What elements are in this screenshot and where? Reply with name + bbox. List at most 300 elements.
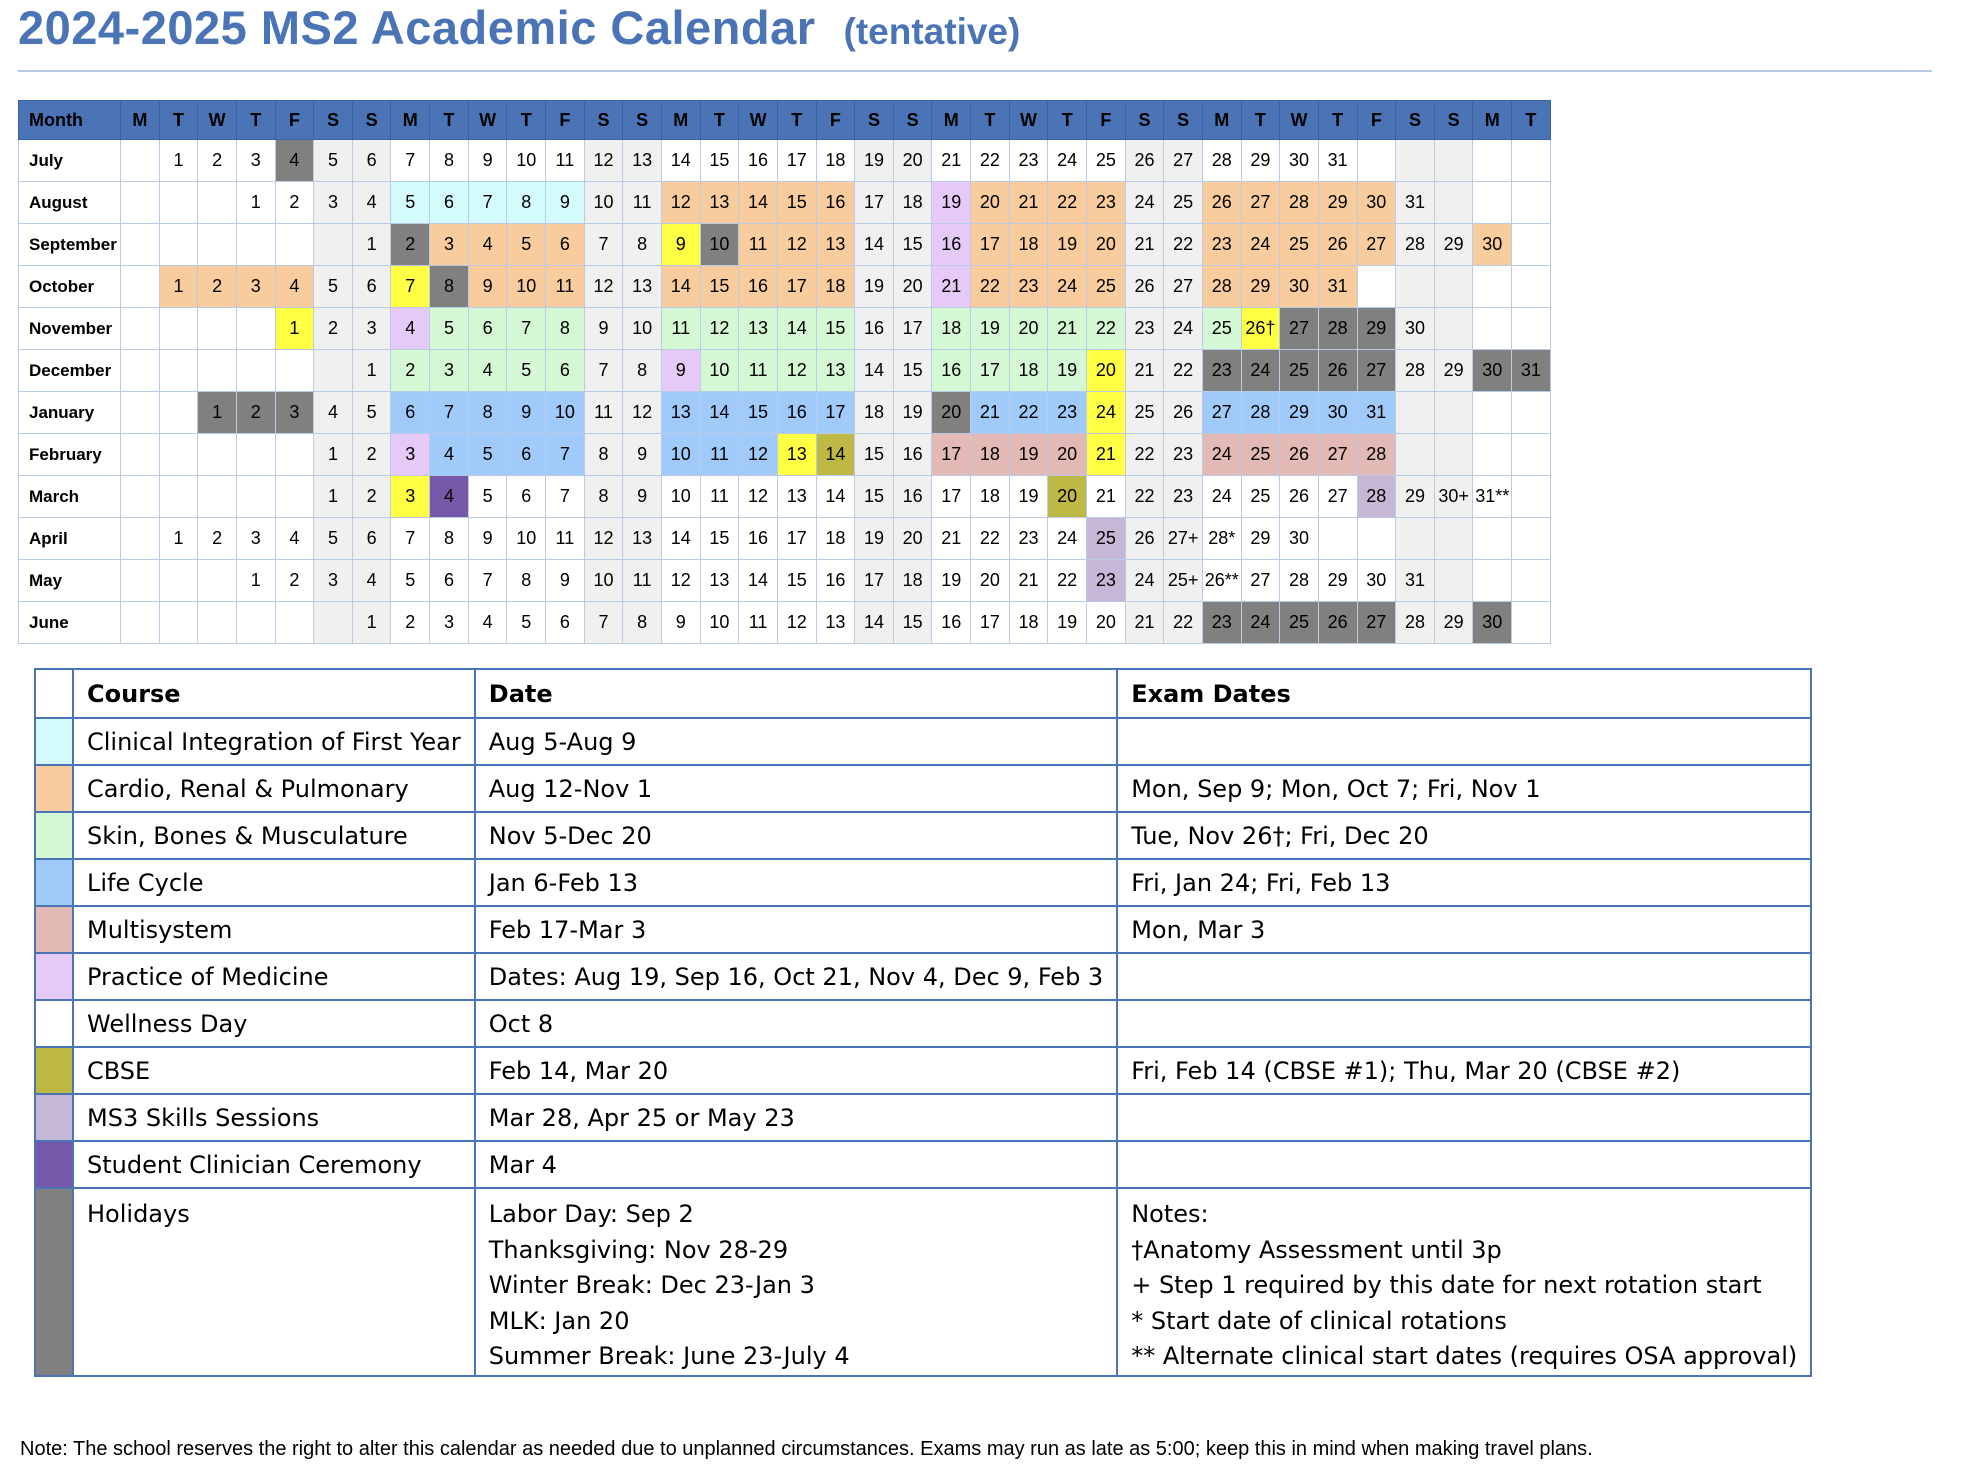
empty-cell <box>121 602 160 644</box>
day-cell: 25 <box>1087 518 1126 560</box>
day-cell: 8 <box>623 350 662 392</box>
month-name: April <box>19 518 121 560</box>
day-cell: 10 <box>700 602 739 644</box>
holiday-date-line: Winter Break: Dec 23-Jan 3 <box>488 1271 815 1299</box>
legend-date: Feb 14, Mar 20 <box>475 1047 1117 1094</box>
month-row-april <box>19 518 1551 560</box>
empty-cell <box>1396 140 1435 182</box>
day-cell: 27 <box>1357 350 1396 392</box>
note-line: †Anatomy Assessment until 3p <box>1131 1235 1502 1264</box>
day-cell: 27 <box>1164 266 1203 308</box>
day-cell: 12 <box>584 140 623 182</box>
day-cell: 25 <box>1280 224 1319 266</box>
day-of-week-header: M <box>661 101 700 140</box>
day-cell: 25 <box>1241 434 1280 476</box>
day-cell: 3 <box>391 434 430 476</box>
day-cell: 21 <box>1125 224 1164 266</box>
legend-row-holidays <box>35 1188 1811 1376</box>
day-cell: 30 <box>1280 266 1319 308</box>
day-of-week-header: T <box>236 101 275 140</box>
day-cell: 27 <box>1357 602 1396 644</box>
day-cell: 31 <box>1512 350 1551 392</box>
legend-date: Mar 28, Apr 25 or May 23 <box>475 1094 1117 1141</box>
day-cell: 15 <box>893 350 932 392</box>
day-cell: 11 <box>700 476 739 518</box>
day-cell: 3 <box>430 602 469 644</box>
day-cell: 14 <box>739 560 778 602</box>
day-cell: 8 <box>546 308 585 350</box>
day-cell: 29 <box>1434 224 1473 266</box>
empty-cell <box>159 350 198 392</box>
day-cell: 25 <box>1241 476 1280 518</box>
day-cell: 7 <box>584 224 623 266</box>
day-cell: 27 <box>1318 476 1357 518</box>
day-cell: 4 <box>391 308 430 350</box>
day-cell: 28 <box>1202 266 1241 308</box>
empty-cell <box>236 308 275 350</box>
day-cell: 29 <box>1318 182 1357 224</box>
day-cell: 28 <box>1280 560 1319 602</box>
calendar-grid <box>18 100 1551 644</box>
day-cell: 19 <box>893 392 932 434</box>
day-cell: 4 <box>468 602 507 644</box>
day-cell: 19 <box>855 140 894 182</box>
day-cell: 26 <box>1280 476 1319 518</box>
legend-date: Aug 5-Aug 9 <box>475 718 1117 765</box>
day-cell: 23 <box>1087 560 1126 602</box>
day-cell: 25 <box>1280 350 1319 392</box>
empty-cell <box>198 476 237 518</box>
legend-color-swatch <box>35 812 73 859</box>
day-cell: 31 <box>1318 266 1357 308</box>
holiday-date-line: MLK: Jan 20 <box>488 1306 630 1335</box>
day-cell: 7 <box>507 308 546 350</box>
empty-cell <box>121 266 160 308</box>
day-cell: 22 <box>1125 476 1164 518</box>
day-cell: 4 <box>468 224 507 266</box>
day-cell: 26 <box>1280 434 1319 476</box>
empty-cell <box>1434 434 1473 476</box>
empty-cell <box>275 602 314 644</box>
day-cell: 14 <box>816 434 855 476</box>
empty-cell <box>198 602 237 644</box>
empty-cell <box>1473 182 1512 224</box>
day-cell: 13 <box>777 434 816 476</box>
day-cell: 18 <box>816 140 855 182</box>
day-cell: 7 <box>430 392 469 434</box>
day-cell: 2 <box>391 602 430 644</box>
day-cell: 16 <box>777 392 816 434</box>
day-cell: 9 <box>661 224 700 266</box>
day-cell: 20 <box>1048 434 1087 476</box>
day-cell: 29 <box>1396 476 1435 518</box>
day-cell: 5 <box>391 182 430 224</box>
empty-cell <box>236 434 275 476</box>
day-cell: 21 <box>932 140 971 182</box>
day-cell: 21 <box>1125 350 1164 392</box>
day-cell: 16 <box>739 266 778 308</box>
day-cell: 31 <box>1318 140 1357 182</box>
empty-cell <box>275 476 314 518</box>
empty-cell <box>198 560 237 602</box>
day-cell: 6 <box>352 140 391 182</box>
empty-cell <box>1512 224 1551 266</box>
day-cell: 8 <box>507 182 546 224</box>
day-cell: 28* <box>1202 518 1241 560</box>
legend-body <box>35 718 1811 1376</box>
day-cell: 22 <box>1164 350 1203 392</box>
day-cell: 29 <box>1357 308 1396 350</box>
day-of-week-header: F <box>275 101 314 140</box>
day-cell: 13 <box>739 308 778 350</box>
day-cell: 17 <box>777 518 816 560</box>
legend-date: Feb 17-Mar 3 <box>475 906 1117 953</box>
day-cell: 14 <box>661 140 700 182</box>
day-cell: 4 <box>275 140 314 182</box>
day-cell: 25 <box>1087 140 1126 182</box>
day-cell: 19 <box>855 266 894 308</box>
day-cell: 8 <box>623 224 662 266</box>
day-cell: 15 <box>700 266 739 308</box>
empty-cell <box>198 434 237 476</box>
legend-date: Dates: Aug 19, Sep 16, Oct 21, Nov 4, Dec 9, Feb 3 <box>475 953 1117 1000</box>
day-cell: 8 <box>584 476 623 518</box>
calendar-header-row <box>19 101 1551 140</box>
day-cell: 18 <box>971 476 1010 518</box>
day-cell: 24 <box>1087 392 1126 434</box>
day-cell: 15 <box>700 140 739 182</box>
day-cell: 26 <box>1125 518 1164 560</box>
day-cell: 11 <box>584 392 623 434</box>
day-of-week-header: T <box>507 101 546 140</box>
day-cell: 27 <box>1202 392 1241 434</box>
legend-color-swatch <box>35 1141 73 1188</box>
day-cell: 14 <box>739 182 778 224</box>
empty-cell <box>121 560 160 602</box>
day-cell: 26 <box>1164 392 1203 434</box>
day-cell: 16 <box>739 140 778 182</box>
day-cell: 12 <box>739 476 778 518</box>
day-cell: 27 <box>1241 560 1280 602</box>
empty-cell <box>1512 266 1551 308</box>
legend-exams: Mon, Sep 9; Mon, Oct 7; Fri, Nov 1 <box>1117 765 1811 812</box>
legend-date: Mar 4 <box>475 1141 1117 1188</box>
day-cell: 21 <box>1087 434 1126 476</box>
day-cell: 6 <box>546 224 585 266</box>
empty-cell <box>236 602 275 644</box>
day-cell: 2 <box>198 266 237 308</box>
day-cell: 18 <box>1009 224 1048 266</box>
day-cell: 20 <box>932 392 971 434</box>
day-cell: 29 <box>1241 518 1280 560</box>
legend-row <box>35 953 1811 1000</box>
day-cell: 22 <box>1164 224 1203 266</box>
day-of-week-header: W <box>198 101 237 140</box>
day-cell: 19 <box>971 308 1010 350</box>
day-cell: 7 <box>391 518 430 560</box>
day-cell: 12 <box>777 602 816 644</box>
day-cell: 30 <box>1473 224 1512 266</box>
day-cell: 12 <box>661 560 700 602</box>
legend-course: Clinical Integration of First Year <box>73 718 475 765</box>
month-name: November <box>19 308 121 350</box>
day-cell: 11 <box>546 140 585 182</box>
day-cell: 25 <box>1202 308 1241 350</box>
day-cell: 14 <box>855 224 894 266</box>
empty-cell <box>314 350 353 392</box>
day-cell: 20 <box>1009 308 1048 350</box>
legend-exams <box>1117 953 1811 1000</box>
empty-cell <box>159 224 198 266</box>
day-of-week-header: S <box>584 101 623 140</box>
legend-row <box>35 1000 1811 1047</box>
day-cell: 15 <box>777 560 816 602</box>
day-cell: 23 <box>1009 266 1048 308</box>
day-cell: 25 <box>1164 182 1203 224</box>
day-cell: 9 <box>468 266 507 308</box>
day-cell: 19 <box>932 182 971 224</box>
day-of-week-header: M <box>932 101 971 140</box>
day-cell: 19 <box>1048 602 1087 644</box>
day-cell: 3 <box>352 308 391 350</box>
day-of-week-header: T <box>777 101 816 140</box>
day-cell: 11 <box>623 560 662 602</box>
day-cell: 20 <box>971 182 1010 224</box>
legend-notes <box>1117 1188 1811 1376</box>
holiday-date-line: Summer Break: June 23-July 4 <box>488 1342 850 1370</box>
day-cell: 13 <box>623 140 662 182</box>
month-column-header: Month <box>19 101 121 140</box>
legend-exams: Fri, Feb 14 (CBSE #1); Thu, Mar 20 (CBSE #2) <box>1117 1047 1811 1094</box>
day-cell: 23 <box>1164 434 1203 476</box>
day-cell: 20 <box>1087 602 1126 644</box>
day-cell: 22 <box>1009 392 1048 434</box>
legend-course: Student Clinician Ceremony <box>73 1141 475 1188</box>
day-cell: 22 <box>1048 182 1087 224</box>
day-cell: 1 <box>159 518 198 560</box>
day-cell: 20 <box>893 140 932 182</box>
day-cell: 13 <box>700 182 739 224</box>
day-cell: 21 <box>1009 182 1048 224</box>
day-cell: 1 <box>236 560 275 602</box>
empty-cell <box>314 602 353 644</box>
empty-cell <box>314 224 353 266</box>
day-cell: 22 <box>971 140 1010 182</box>
day-cell: 31 <box>1396 560 1435 602</box>
day-cell: 30 <box>1280 140 1319 182</box>
day-cell: 26 <box>1318 224 1357 266</box>
empty-cell <box>198 350 237 392</box>
day-cell: 24 <box>1241 350 1280 392</box>
day-cell: 2 <box>198 140 237 182</box>
day-cell: 10 <box>507 140 546 182</box>
empty-cell <box>1473 392 1512 434</box>
day-cell: 9 <box>623 434 662 476</box>
day-cell: 20 <box>1087 350 1126 392</box>
day-cell: 12 <box>661 182 700 224</box>
day-cell: 11 <box>700 434 739 476</box>
empty-cell <box>198 308 237 350</box>
day-cell: 20 <box>971 560 1010 602</box>
day-cell: 30 <box>1357 182 1396 224</box>
day-of-week-header: S <box>893 101 932 140</box>
day-cell: 10 <box>700 350 739 392</box>
day-cell: 3 <box>314 560 353 602</box>
empty-cell <box>1396 518 1435 560</box>
empty-cell <box>1512 392 1551 434</box>
month-name: July <box>19 140 121 182</box>
day-cell: 10 <box>584 182 623 224</box>
day-of-week-header: T <box>971 101 1010 140</box>
day-cell: 24 <box>1241 224 1280 266</box>
day-cell: 24 <box>1048 266 1087 308</box>
day-cell: 4 <box>275 266 314 308</box>
day-cell: 16 <box>893 476 932 518</box>
legend-date: Aug 12-Nov 1 <box>475 765 1117 812</box>
empty-cell <box>159 308 198 350</box>
day-cell: 19 <box>1009 476 1048 518</box>
day-cell: 14 <box>700 392 739 434</box>
day-cell: 13 <box>700 560 739 602</box>
legend-course-header: Course <box>73 669 475 718</box>
day-cell: 3 <box>236 518 275 560</box>
day-cell: 24 <box>1125 560 1164 602</box>
day-cell: 30 <box>1473 350 1512 392</box>
day-cell: 1 <box>159 140 198 182</box>
day-cell: 19 <box>1048 224 1087 266</box>
day-cell: 5 <box>507 602 546 644</box>
day-cell: 27+ <box>1164 518 1203 560</box>
day-cell: 9 <box>661 602 700 644</box>
day-cell: 13 <box>661 392 700 434</box>
empty-cell <box>1473 308 1512 350</box>
day-of-week-header: S <box>855 101 894 140</box>
day-cell: 28 <box>1241 392 1280 434</box>
day-cell: 2 <box>352 434 391 476</box>
day-cell: 23 <box>1048 392 1087 434</box>
legend-date: Jan 6-Feb 13 <box>475 859 1117 906</box>
day-cell: 29 <box>1280 392 1319 434</box>
day-of-week-header: T <box>1048 101 1087 140</box>
day-cell: 23 <box>1009 140 1048 182</box>
day-cell: 6 <box>507 476 546 518</box>
day-cell: 21 <box>932 518 971 560</box>
day-cell: 18 <box>893 560 932 602</box>
day-cell: 22 <box>1087 308 1126 350</box>
day-cell: 17 <box>816 392 855 434</box>
day-cell: 17 <box>971 350 1010 392</box>
day-cell: 12 <box>777 350 816 392</box>
holiday-date-line: Thanksgiving: Nov 28-29 <box>488 1235 789 1264</box>
day-cell: 16 <box>816 560 855 602</box>
month-name: September <box>19 224 121 266</box>
legend-exams: Tue, Nov 26†; Fri, Dec 20 <box>1117 812 1811 859</box>
empty-cell <box>1396 434 1435 476</box>
legend-row <box>35 1047 1811 1094</box>
day-cell: 11 <box>739 602 778 644</box>
empty-cell <box>1473 140 1512 182</box>
day-cell: 19 <box>855 518 894 560</box>
day-cell: 5 <box>352 392 391 434</box>
day-cell: 13 <box>623 518 662 560</box>
legend-course: Cardio, Renal & Pulmonary <box>73 765 475 812</box>
day-cell: 31** <box>1473 476 1512 518</box>
day-cell: 24 <box>1048 518 1087 560</box>
day-cell: 25 <box>1125 392 1164 434</box>
legend-course: MS3 Skills Sessions <box>73 1094 475 1141</box>
day-cell: 9 <box>623 476 662 518</box>
day-cell: 20 <box>1087 224 1126 266</box>
legend-course: Multisystem <box>73 906 475 953</box>
day-cell: 4 <box>430 476 469 518</box>
day-cell: 28 <box>1202 140 1241 182</box>
day-cell: 17 <box>932 476 971 518</box>
day-cell: 14 <box>661 266 700 308</box>
day-cell: 18 <box>932 308 971 350</box>
day-cell: 18 <box>816 266 855 308</box>
day-cell: 18 <box>893 182 932 224</box>
empty-cell <box>1512 560 1551 602</box>
empty-cell <box>1396 266 1435 308</box>
legend-header-row <box>35 669 1811 718</box>
day-cell: 24 <box>1125 182 1164 224</box>
day-of-week-header: W <box>468 101 507 140</box>
day-of-week-header: S <box>1396 101 1435 140</box>
day-cell: 10 <box>584 560 623 602</box>
empty-cell <box>121 140 160 182</box>
legend-color-swatch <box>35 765 73 812</box>
legend-exams: Fri, Jan 24; Fri, Feb 13 <box>1117 859 1811 906</box>
day-cell: 6 <box>352 518 391 560</box>
page-subtitle: (tentative) <box>843 11 1021 52</box>
day-cell: 18 <box>816 518 855 560</box>
day-cell: 5 <box>314 140 353 182</box>
day-cell: 31 <box>1357 392 1396 434</box>
legend-row <box>35 718 1811 765</box>
month-name: February <box>19 434 121 476</box>
day-cell: 21 <box>1087 476 1126 518</box>
legend-swatch-holidays <box>35 1188 73 1376</box>
day-cell: 6 <box>546 602 585 644</box>
empty-cell <box>1318 518 1357 560</box>
empty-cell <box>1512 182 1551 224</box>
empty-cell <box>1357 140 1396 182</box>
month-name: December <box>19 350 121 392</box>
day-cell: 30 <box>1318 392 1357 434</box>
day-cell: 23 <box>1087 182 1126 224</box>
day-cell: 22 <box>1164 602 1203 644</box>
day-cell: 23 <box>1202 224 1241 266</box>
day-cell: 5 <box>507 350 546 392</box>
day-cell: 20 <box>893 266 932 308</box>
day-cell: 7 <box>391 140 430 182</box>
day-of-week-header: F <box>546 101 585 140</box>
month-row-august <box>19 182 1551 224</box>
day-cell: 7 <box>468 182 507 224</box>
legend-exams <box>1117 1141 1811 1188</box>
day-of-week-header: T <box>430 101 469 140</box>
day-cell: 30 <box>1396 308 1435 350</box>
day-cell: 27 <box>1164 140 1203 182</box>
day-cell: 31 <box>1396 182 1435 224</box>
legend-date: Oct 8 <box>475 1000 1117 1047</box>
day-cell: 23 <box>1009 518 1048 560</box>
note-line: ** Alternate clinical start dates (requires OSA approval) <box>1131 1342 1798 1370</box>
month-name: January <box>19 392 121 434</box>
day-cell: 4 <box>314 392 353 434</box>
day-cell: 13 <box>623 266 662 308</box>
day-cell: 18 <box>1009 602 1048 644</box>
